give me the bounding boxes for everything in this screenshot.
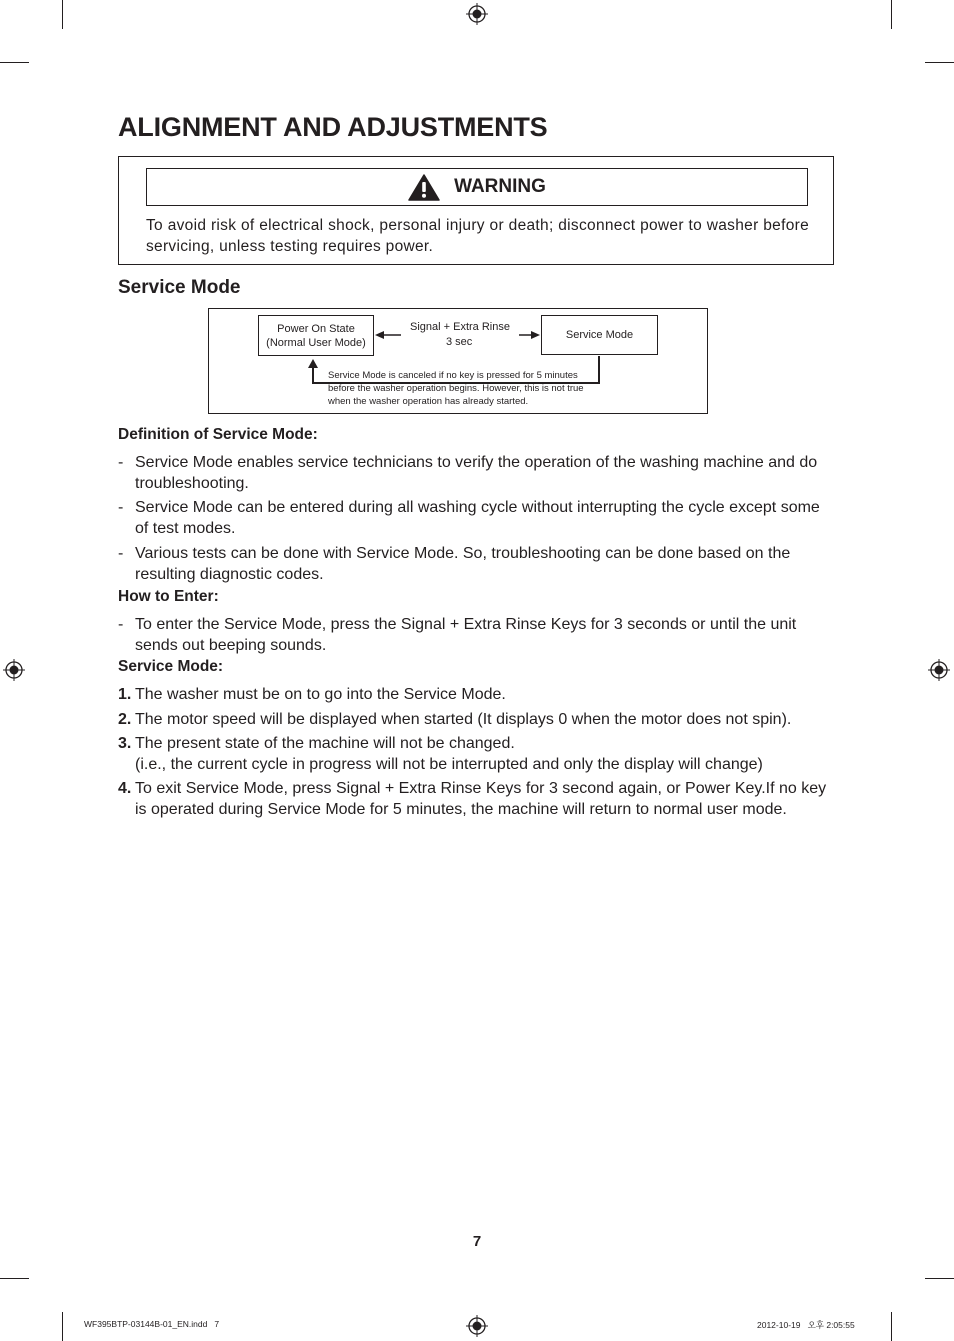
footer-timestamp: 2012-10-19 오후 2:05:55 [757,1320,855,1330]
dash-bullet: - [118,499,124,516]
crop-mark [0,62,29,63]
definition-item-text: Service Mode enables service technicians to verify the operation of the washing machine and do troubleshooting. [135,454,818,492]
definition-item [118,497,834,539]
service-mode-step [118,733,838,775]
crop-mark [891,1312,892,1341]
warning-banner [146,168,808,206]
registration-mark-icon [466,3,488,25]
how-to-enter-item-text: To enter the Service Mode, press the Signal + Extra Rinse Keys for 3 seconds or until the unit sends out beeping sounds. [135,616,797,654]
dash-bullet: - [118,454,124,471]
power-on-state-label: Power On State [277,322,355,335]
crop-mark [62,1312,63,1341]
registration-mark-icon [3,659,25,681]
how-to-enter-heading: How to Enter: [118,588,219,605]
footer-file-name: WF395BTP-03144B-01_EN.indd 7 [84,1319,220,1329]
crop-mark [891,0,892,29]
normal-user-mode-label: (Normal User Mode) [266,336,366,349]
step-text: The motor speed will be displayed when started (It displays 0 when the motor does not spin). [135,711,792,728]
crop-mark [925,1278,954,1279]
diagram-note [328,369,584,408]
step-text: The washer must be on to go into the Service Mode. [135,686,506,703]
dash-bullet: - [118,616,124,633]
crop-mark [62,0,63,29]
step-number: 1. [118,686,132,703]
registration-mark-icon [928,659,950,681]
step-number: 4. [118,780,132,797]
page-number: 7 [472,1233,482,1250]
service-mode-step [118,778,838,820]
service-mode-diagram [208,308,708,414]
step-number: 3. [118,735,132,752]
diagram-note-line: when the washer operation has already started. [328,396,529,407]
step-text-note: (i.e., the current cycle in progress will not be interrupted and only the display will change) [135,756,763,773]
step-text: To exit Service Mode, press Signal + Extra Rinse Keys for 3 second again, or Power Key.If no key is operated during Service Mode for 5 minutes, the machine will return to normal user mode. [135,780,827,818]
service-mode-box-label: Service Mode [565,329,634,341]
dash-bullet: - [118,545,124,562]
service-mode-heading: Service Mode: [118,658,224,675]
warning-text: To avoid risk of electrical shock, personal injury or death; disconnect power to washer before servicing, unless testing requires power. [146,217,809,255]
registration-mark-icon [466,1315,488,1337]
diagram-note-line: Service Mode is canceled if no key is pressed for 5 minutes [328,370,578,381]
section-heading: Service Mode [118,277,241,298]
page-title: ALIGNMENT AND ADJUSTMENTS [118,112,548,142]
arrow-label-duration: 3 sec [446,336,473,348]
step-text: The present state of the machine will not be changed. [135,735,515,752]
crop-mark [0,1278,29,1279]
service-mode-step [118,684,838,705]
definition-item-text: Service Mode can be entered during all washing cycle without interrupting the cycle except some of test modes. [135,499,820,537]
how-to-enter-item [118,614,834,656]
diagram-note-line: before the washer operation begins. However, this is not true [328,383,584,394]
warning-box [118,156,834,265]
step-number: 2. [118,711,132,728]
service-mode-step [118,709,838,730]
arrow-label-keys: Signal + Extra Rinse [410,321,510,333]
definition-item-text: Various tests can be done with Service Mode. So, troubleshooting can be done based on the resulting diagnostic codes. [135,545,791,583]
warning-triangle-icon [408,174,440,201]
definition-item [118,543,834,585]
definition-item [118,452,834,494]
definition-heading: Definition of Service Mode: [118,426,318,443]
warning-label: WARNING [454,176,546,197]
crop-mark [925,62,954,63]
